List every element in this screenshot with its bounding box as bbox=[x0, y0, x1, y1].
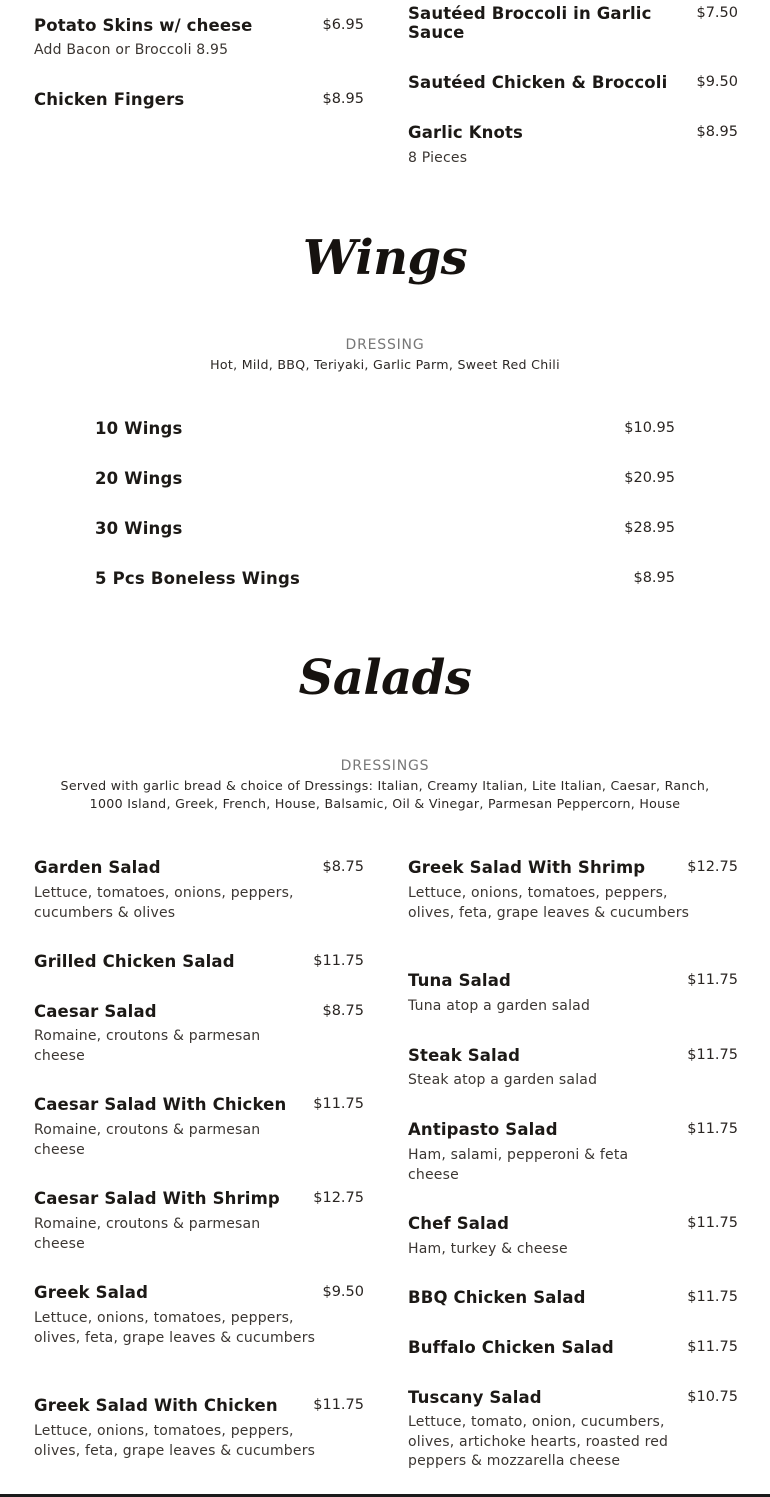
item-price: $20.95 bbox=[624, 470, 675, 486]
item-price: $11.75 bbox=[687, 1215, 738, 1231]
wings-dressing-heading: DRESSING bbox=[345, 337, 425, 353]
item-name: Sautéed Broccoli in Garlic Sauce bbox=[408, 4, 652, 42]
item-price: $11.75 bbox=[313, 953, 364, 969]
salads-section-title: Salads bbox=[298, 650, 472, 706]
item-price: $12.75 bbox=[687, 859, 738, 875]
item-description: Tuna atop a garden salad bbox=[408, 998, 591, 1014]
item-name: 20 Wings bbox=[95, 469, 183, 488]
item-price: $11.75 bbox=[313, 1096, 364, 1112]
item-name: Chicken Fingers bbox=[34, 90, 185, 109]
wing-item bbox=[95, 519, 675, 541]
item-description: Lettuce, onions, tomatoes, peppers, olives, feta, grape leaves & cucumbers bbox=[408, 885, 690, 921]
item-price: $9.50 bbox=[696, 74, 738, 90]
item-price: $6.95 bbox=[322, 17, 364, 33]
item-price: $11.75 bbox=[687, 1339, 738, 1355]
item-description: Lettuce, onions, tomatoes, peppers, olives, feta, grape leaves & cucumbers bbox=[34, 1423, 316, 1459]
item-name: Grilled Chicken Salad bbox=[34, 952, 235, 971]
item-name: 5 Pcs Boneless Wings bbox=[95, 569, 300, 588]
item-name: Chef Salad bbox=[408, 1214, 510, 1233]
item-description: Lettuce, onions, tomatoes, peppers, olives, feta, grape leaves & cucumbers bbox=[34, 1310, 316, 1346]
wing-item bbox=[95, 569, 675, 591]
item-price: $9.50 bbox=[322, 1284, 364, 1300]
item-name: BBQ Chicken Salad bbox=[408, 1288, 586, 1307]
wings-section-title: Wings bbox=[302, 230, 468, 286]
item-description: 8 Pieces bbox=[408, 150, 468, 166]
item-price: $10.95 bbox=[624, 420, 675, 436]
item-name: Potato Skins w/ cheese bbox=[34, 16, 253, 35]
item-name: 30 Wings bbox=[95, 519, 183, 538]
item-price: $8.95 bbox=[322, 91, 364, 107]
item-name: Caesar Salad With Shrimp bbox=[34, 1189, 280, 1208]
item-description: Ham, turkey & cheese bbox=[408, 1241, 568, 1257]
item-name: Caesar Salad With Chicken bbox=[34, 1095, 287, 1114]
item-name: Greek Salad With Shrimp bbox=[408, 858, 646, 877]
item-name: Tuscany Salad bbox=[408, 1388, 542, 1407]
item-price: $11.75 bbox=[687, 1121, 738, 1137]
item-price: $11.75 bbox=[687, 972, 738, 988]
item-name: 10 Wings bbox=[95, 419, 183, 438]
item-price: $11.75 bbox=[687, 1289, 738, 1305]
salads-dressing-heading: DRESSINGS bbox=[340, 758, 430, 774]
item-price: $12.75 bbox=[313, 1190, 364, 1206]
wing-item bbox=[95, 419, 675, 441]
item-name: Caesar Salad bbox=[34, 1002, 157, 1021]
item-name: Tuna Salad bbox=[408, 971, 511, 990]
item-description: Lettuce, tomatoes, onions, peppers, cucumbers & olives bbox=[34, 885, 294, 921]
item-price: $11.75 bbox=[687, 1047, 738, 1063]
item-price: $10.75 bbox=[687, 1389, 738, 1405]
item-price: $28.95 bbox=[624, 520, 675, 536]
item-name: Steak Salad bbox=[408, 1046, 521, 1065]
item-price: $11.75 bbox=[313, 1397, 364, 1413]
item-description: Lettuce, tomato, onion, cucumbers, olives, artichoke hearts, roasted red peppers & mozzarella cheese bbox=[408, 1414, 669, 1470]
item-description: Romaine, croutons & parmesan cheese bbox=[34, 1028, 261, 1064]
item-price: $7.50 bbox=[696, 5, 738, 21]
item-description: Ham, salami, pepperoni & feta cheese bbox=[408, 1147, 629, 1183]
salads-dressing-line-1: Served with garlic bread & choice of Dressings: Italian, Creamy Italian, Lite Italian, Caesar, Ranch, bbox=[60, 778, 710, 793]
item-name: Garlic Knots bbox=[408, 123, 524, 142]
item-name: Buffalo Chicken Salad bbox=[408, 1338, 614, 1357]
item-price: $8.95 bbox=[696, 124, 738, 140]
item-name: Sautéed Chicken & Broccoli bbox=[408, 73, 668, 92]
item-price: $8.75 bbox=[322, 859, 364, 875]
item-price: $8.75 bbox=[322, 1003, 364, 1019]
wing-item bbox=[95, 469, 675, 491]
salads-dressing-line-2: 1000 Island, Greek, French, House, Balsamic, Oil & Vinegar, Parmesan Peppercorn, House bbox=[89, 796, 681, 811]
item-name: Garden Salad bbox=[34, 858, 161, 877]
item-description: Add Bacon or Broccoli 8.95 bbox=[34, 42, 229, 58]
item-name: Greek Salad bbox=[34, 1283, 149, 1302]
item-description: Romaine, croutons & parmesan cheese bbox=[34, 1216, 261, 1252]
item-name: Greek Salad With Chicken bbox=[34, 1396, 278, 1415]
item-name: Antipasto Salad bbox=[408, 1120, 558, 1139]
wings-dressing-options: Hot, Mild, BBQ, Teriyaki, Garlic Parm, Sweet Red Chili bbox=[210, 357, 560, 372]
item-price: $8.95 bbox=[633, 570, 675, 586]
item-description: Romaine, croutons & parmesan cheese bbox=[34, 1122, 261, 1158]
item-description: Steak atop a garden salad bbox=[408, 1072, 598, 1088]
